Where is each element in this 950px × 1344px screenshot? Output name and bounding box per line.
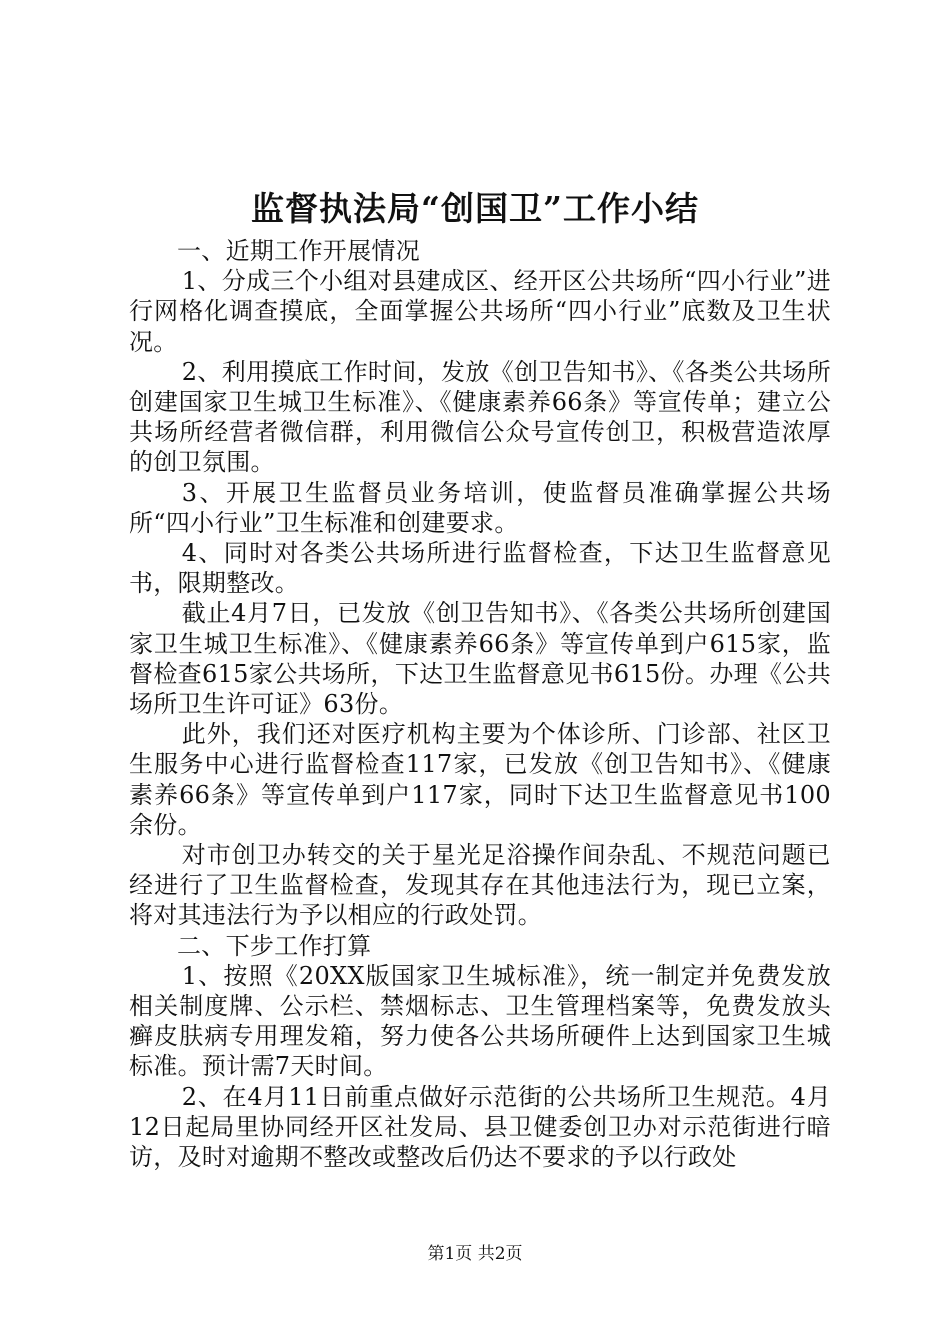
document-title: 监督执法局“创国卫”工作小结 (251, 189, 699, 228)
section-heading-1: 一、近期工作开展情况 (177, 237, 420, 265)
paragraph-plan-1: 1、按照《20XX版国家卫生城标准》，统一制定并免费发放相关制度牌、公示栏、禁烟标志、卫生管理档案等，免费发放头癣皮肤病专用理发箱，努力使各公共场所硬件上达到国家卫生城标准。预计需7天时间。 (129, 961, 831, 1081)
document-body (129, 236, 831, 1172)
paragraph-medical-inspection: 此外，我们还对医疗机构主要为个体诊所、门诊部、社区卫生服务中心进行监督检查117家，已发放《创卫告知书》、《健康素养66条》等宣传单到户117家，同时下达卫生监督意见书100余份。 (129, 720, 831, 839)
paragraph-item-4: 4、同时对各类公共场所进行监督检查，下达卫生监督意见书，限期整改。 (129, 539, 831, 598)
page-footer: 第1页 共2页 (427, 1244, 523, 1264)
paragraph-item-1: 1、分成三个小组对县建成区、经开区公共场所“四小行业”进行网格化调查摸底，全面掌握公共场所“四小行业”底数及卫生状况。 (129, 267, 831, 356)
paragraph-item-3: 3、开展卫生监督员业务培训，使监督员准确掌握公共场所“四小行业”卫生标准和创建要求。 (129, 478, 831, 537)
paragraph-case-handling: 对市创卫办转交的关于星光足浴操作间杂乱、不规范问题已经进行了卫生监督检查，发现其存在其他违法行为，现已立案，将对其违法行为予以相应的行政处罚。 (129, 841, 831, 930)
paragraph-summary-stats: 截止4月7日，已发放《创卫告知书》、《各类公共场所创建国家卫生城卫生标准》、《健康素养66条》等宣传单到户615家，监督检查615家公共场所，下达卫生监督意见书615份。办理《公共场所卫生许可证》63份。 (129, 599, 831, 719)
section-heading-2: 二、下步工作打算 (177, 931, 372, 960)
paragraph-plan-2: 2、在4月11日前重点做好示范街的公共场所卫生规范。4月12日起局里协同经开区社发局、县卫健委创卫办对示范街进行暗访，及时对逾期不整改或整改后仍达不要求的予以行政处 (129, 1082, 831, 1172)
paragraph-item-2: 2、利用摸底工作时间，发放《创卫告知书》、《各类公共场所创建国家卫生城卫生标准》、《健康素养66条》等宣传单；建立公共场所经营者微信群，利用微信公众号宣传创卫，积极营造浓厚的创卫氛围。 (129, 357, 831, 477)
